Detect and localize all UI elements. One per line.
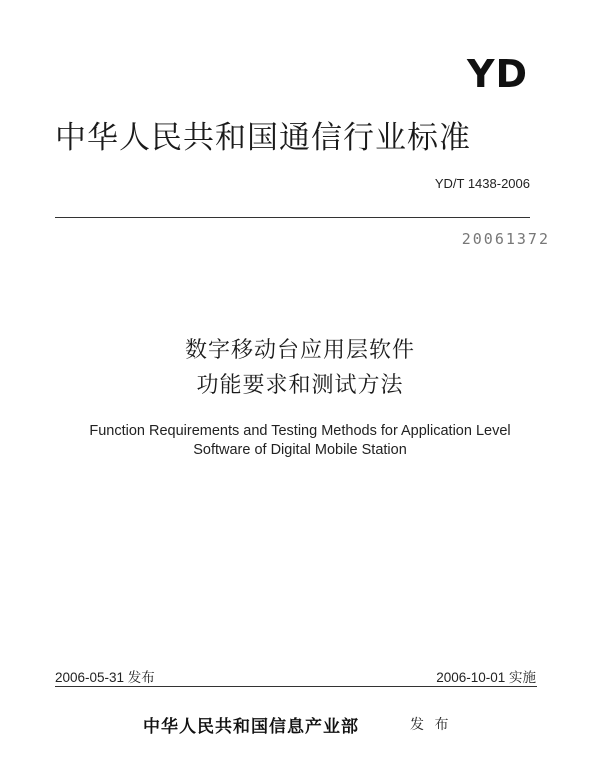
english-title-line-2: Software of Digital Mobile Station	[193, 442, 407, 458]
implementation-date: 2006-10-01 实施	[436, 670, 536, 685]
top-divider	[55, 217, 530, 218]
chinese-title-line-2: 功能要求和测试方法	[196, 373, 404, 398]
standard-category-title: 中华人民共和国通信行业标准	[55, 120, 471, 156]
chinese-title-line-1: 数字移动台应用层软件	[184, 338, 415, 363]
publisher-name: 中华人民共和国信息产业部	[143, 717, 359, 737]
standard-number: YD/T 1438-2006	[434, 176, 530, 191]
english-title-line-1: Function Requirements and Testing Methods for Application Level	[89, 423, 511, 439]
yd-logo: YD	[466, 52, 528, 96]
bottom-divider	[55, 686, 537, 687]
library-stamp: 20061372	[461, 230, 550, 248]
publish-label: 发 布	[410, 717, 452, 733]
issue-date: 2006-05-31 发布	[55, 670, 155, 685]
